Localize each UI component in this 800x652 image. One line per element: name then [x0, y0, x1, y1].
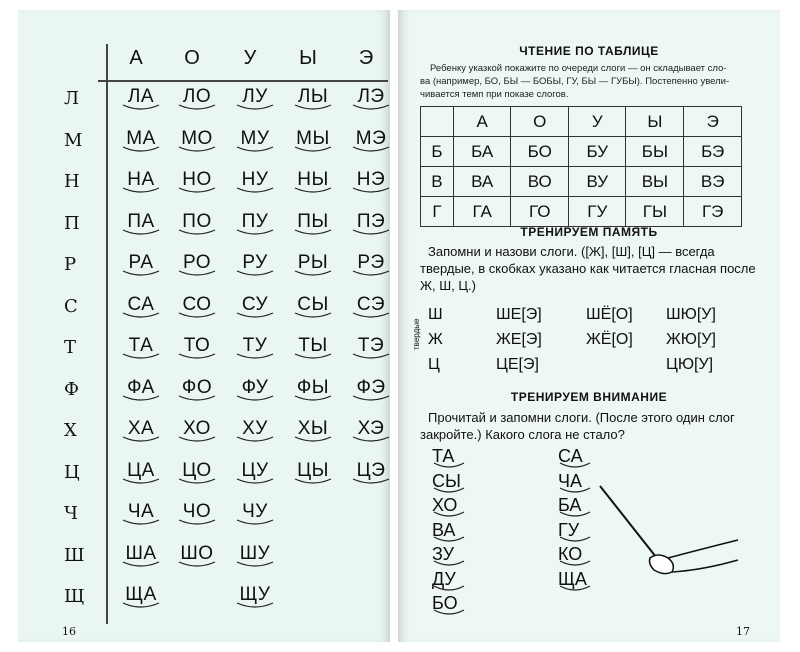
syllable-cell: [282, 128, 344, 154]
attention-syllable: [558, 446, 598, 471]
table-cell: ГА: [453, 197, 510, 227]
syllable-text: ФО: [181, 376, 213, 398]
page-number-left: 16: [62, 625, 76, 638]
hard-syllable: ЖЁ[О]: [586, 331, 633, 348]
syllable-text: ЦО: [182, 459, 212, 481]
syllable-text: СА: [127, 293, 155, 315]
memory-line-2: твердые, в скобках указано как читается гласная после: [420, 261, 756, 276]
syllable-cell: [282, 294, 344, 320]
page-number-right: 17: [736, 625, 750, 638]
syllable-text: РА: [128, 252, 154, 273]
syllable-cell: [166, 211, 228, 237]
syllable-text: ХУ: [242, 418, 268, 439]
table-cell: Б: [421, 137, 454, 167]
syllable-cell: [224, 418, 286, 444]
table-cell: ГО: [511, 197, 569, 227]
right-page: [398, 10, 780, 642]
consonant-label: Р: [64, 254, 77, 275]
syllable-cell: [166, 543, 228, 569]
hard-syllable: ШЁ[О]: [586, 306, 633, 323]
table-cell: О: [511, 107, 569, 137]
syllable-cell: [110, 128, 172, 154]
consonant-label: Х: [64, 420, 77, 441]
syllable-text: ХЫ: [297, 418, 329, 439]
vowel-header: А: [129, 47, 143, 69]
syllable-cell: [166, 501, 228, 527]
attention-syllable: [432, 593, 472, 618]
syllable-text: ПЭ: [356, 210, 386, 232]
syllable-cell: [166, 377, 228, 403]
syllable-cell: [224, 377, 286, 403]
syllable-text: ЧА: [127, 501, 155, 522]
syllable-cell: [282, 252, 344, 278]
consonant-label: М: [64, 129, 83, 151]
syllable-cell: [110, 86, 172, 112]
syllable-text: ЛЫ: [297, 86, 329, 107]
syllable-cell: [110, 335, 172, 361]
syllable-cell: [110, 501, 172, 527]
syllable-cell: [110, 377, 172, 403]
table-cell: ВЫ: [626, 167, 684, 197]
syllable-cell: [340, 335, 402, 361]
intro-line-2: ва (например, БО, БЫ — БОБЫ, ГУ, БЫ — ГУБЫ). Постепенно увели-: [420, 76, 730, 87]
consonant-label: Т: [64, 337, 77, 358]
syllable-text: ТЫ: [298, 335, 328, 356]
intro-line-1: Ребенку указкой покажите по очереди слоги — он складывает сло-: [430, 63, 727, 74]
syllable-text: ЧУ: [242, 501, 268, 522]
syllable-text: НЫ: [297, 169, 329, 190]
table-cell: БА: [453, 137, 510, 167]
syllable-text: МО: [181, 127, 213, 149]
syllable-text: СЫ: [297, 293, 329, 315]
hard-syllable: ЖЮ[У]: [666, 331, 716, 348]
syllable-cell: [340, 211, 402, 237]
table-cell: ВА: [453, 167, 510, 197]
syllable-cell: [110, 294, 172, 320]
table-cell: ВУ: [569, 167, 626, 197]
syllable-text: ХО: [183, 418, 211, 439]
syllable-text: ТА: [432, 446, 455, 466]
consonant-label: Ч: [64, 503, 78, 524]
syllable-text: ДУ: [432, 568, 456, 589]
syllable-text: ЧА: [558, 470, 583, 491]
syllable-text: ЩУ: [239, 584, 271, 605]
syllable-text: РЭ: [357, 252, 385, 273]
syllable-text: МУ: [240, 127, 270, 149]
syllable-cell: [224, 335, 286, 361]
syllable-cell: [340, 169, 402, 195]
syllable-cell: [166, 418, 228, 444]
syllable-text: ТА: [128, 335, 154, 356]
syllable-text: ТО: [183, 335, 211, 356]
syllable-text: МЭ: [355, 127, 387, 149]
syllable-cell: [110, 584, 172, 610]
attention-syllable: [432, 520, 472, 545]
syllable-cell: [224, 128, 286, 154]
syllable-cell: [166, 335, 228, 361]
syllable-text: БО: [432, 593, 458, 613]
table-header-row: [421, 107, 742, 137]
syllable-text: ФЫ: [296, 376, 330, 398]
consonant-label: С: [64, 295, 78, 317]
heading-train-attention: ТРЕНИРУЕМ ВНИМАНИЕ: [510, 390, 668, 404]
syllable-cell: [110, 543, 172, 569]
table-cell: ГУ: [569, 197, 626, 227]
syllable-cell: [282, 86, 344, 112]
consonant-label: Ш: [64, 544, 85, 566]
syllable-cell: [110, 211, 172, 237]
syllable-cell: [282, 211, 344, 237]
attention-line-1: Прочитай и запомни слоги. (После этого один слог: [428, 410, 735, 425]
attention-syllable: [432, 569, 472, 594]
table-cell: А: [453, 107, 510, 137]
hard-syllable: ЦЕ[Э]: [496, 356, 539, 373]
heading-reading-table: ЧТЕНИЕ ПО ТАБЛИЦЕ: [519, 44, 659, 58]
syllable-text: БА: [558, 495, 582, 515]
intro-line-3: чивается темп при показе слогов.: [420, 89, 569, 100]
syllable-text: РУ: [242, 252, 268, 273]
pointer-hand-illustration: [588, 480, 748, 590]
syllable-text: ТУ: [242, 335, 268, 356]
consonant-label: Ф: [64, 378, 79, 400]
syllable-cell: [166, 460, 228, 486]
syllable-text: ЧО: [182, 501, 212, 522]
syllable-text: ШО: [180, 542, 214, 564]
syllable-cell: [340, 252, 402, 278]
syllable-text: ХА: [127, 418, 155, 439]
table-cell: [421, 107, 454, 137]
syllable-text: ФА: [127, 376, 155, 398]
table-cell: ГЫ: [626, 197, 684, 227]
syllable-text: ПЫ: [297, 210, 329, 232]
syllable-cell: [224, 460, 286, 486]
syllable-cell: [224, 543, 286, 569]
left-page: [18, 10, 390, 642]
hard-syllable: ЖЕ[Э]: [496, 331, 542, 348]
table-cell: БЫ: [626, 137, 684, 167]
table-cell: БО: [511, 137, 569, 167]
syllable-cell: [282, 418, 344, 444]
syllable-text: НА: [127, 169, 155, 190]
syllable-text: ПУ: [241, 210, 269, 232]
table-cell: У: [569, 107, 626, 137]
hard-syllable: ШЮ[У]: [666, 306, 716, 323]
syllable-text: ЦУ: [241, 459, 269, 481]
attention-syllable: [432, 471, 472, 496]
syllable-column-1: [432, 446, 472, 618]
syllable-cell: [166, 294, 228, 320]
syllable-text: ЦА: [127, 459, 155, 481]
syllable-text: КО: [558, 544, 583, 564]
table-cell: В: [421, 167, 454, 197]
attention-syllable: [432, 544, 472, 569]
heading-train-memory: ТРЕНИРУЕМ ПАМЯТЬ: [520, 225, 658, 239]
hard-letter: Ш: [428, 306, 443, 323]
syllable-table: [420, 106, 742, 227]
syllable-cell: [282, 377, 344, 403]
hard-syllable: ЦЮ[У]: [666, 356, 714, 373]
syllable-text: СО: [182, 293, 212, 315]
syllable-text: ХЭ: [357, 418, 385, 439]
syllable-text: ФЭ: [356, 376, 386, 398]
syllable-text: ТЭ: [357, 335, 385, 356]
syllable-text: ЛУ: [242, 86, 268, 107]
syllable-cell: [166, 169, 228, 195]
syllable-text: ЦЫ: [297, 459, 329, 481]
hard-syllable: ШЕ[Э]: [496, 306, 542, 323]
memory-line-1: Запомни и назови слоги. ([Ж], [Ш], [Ц] — всегда: [428, 244, 715, 259]
syllable-cell: [340, 418, 402, 444]
syllable-text: ПО: [182, 210, 212, 232]
table-cell: БЭ: [684, 137, 742, 167]
syllable-text: СУ: [241, 293, 269, 315]
table-cell: ВО: [511, 167, 569, 197]
syllable-cell: [166, 86, 228, 112]
syllable-cell: [340, 294, 402, 320]
syllable-text: ХО: [432, 495, 458, 515]
table-cell: ВЭ: [684, 167, 742, 197]
syllable-text: ЦЭ: [356, 459, 386, 481]
hard-letter: Ц: [428, 356, 440, 373]
syllable-cell: [224, 294, 286, 320]
syllable-text: ВА: [432, 519, 456, 540]
hard-letter: Ж: [428, 331, 443, 348]
syllable-cell: [282, 460, 344, 486]
consonant-label: П: [64, 212, 80, 234]
vowel-header: У: [243, 47, 257, 69]
syllable-text: СЭ: [356, 293, 386, 315]
vowel-header: Э: [358, 47, 374, 69]
syllable-text: РЫ: [297, 252, 329, 273]
table-cell: Э: [684, 107, 742, 137]
table-row: [421, 167, 742, 197]
syllable-text: МЫ: [296, 127, 330, 149]
table-row: [421, 197, 742, 227]
syllable-text: ЩА: [125, 584, 157, 605]
table-row: [421, 137, 742, 167]
table-vertical-divider: [106, 44, 108, 624]
syllable-text: НО: [182, 169, 212, 190]
syllable-cell: [340, 460, 402, 486]
syllable-cell: [166, 252, 228, 278]
syllable-text: ЗУ: [432, 544, 455, 564]
table-cell: ГЭ: [684, 197, 742, 227]
vowel-header: О: [184, 47, 200, 69]
consonant-label: Н: [64, 171, 80, 192]
syllable-cell: [166, 128, 228, 154]
syllable-text: МА: [126, 127, 156, 149]
syllable-text: ПА: [127, 210, 155, 232]
attention-line-2: закройте.) Какого слога не стало?: [420, 427, 625, 442]
syllable-cell: [224, 211, 286, 237]
syllable-text: ЛА: [127, 86, 155, 107]
syllable-text: СЫ: [432, 470, 461, 491]
table-cell: Г: [421, 197, 454, 227]
syllable-cell: [110, 460, 172, 486]
syllable-cell: [224, 252, 286, 278]
syllable-text: НЭ: [356, 169, 386, 190]
syllable-text: ЩА: [558, 568, 587, 589]
memory-line-3: Ж, Ш, Ц.): [420, 278, 476, 293]
syllable-cell: [224, 501, 286, 527]
syllable-text: ФУ: [241, 376, 269, 398]
attention-syllable: [432, 446, 472, 471]
syllable-text: ШУ: [239, 542, 271, 564]
syllable-text: ГУ: [558, 519, 580, 540]
table-cell: БУ: [569, 137, 626, 167]
vowel-header: Ы: [299, 47, 317, 69]
syllable-text: ЛЭ: [357, 86, 385, 107]
syllable-cell: [224, 584, 286, 610]
hard-label: твердые: [412, 318, 421, 350]
syllable-cell: [282, 335, 344, 361]
table-cell: Ы: [626, 107, 684, 137]
syllable-cell: [340, 377, 402, 403]
syllable-text: СА: [558, 446, 583, 466]
syllable-cell: [340, 86, 402, 112]
consonant-label: Ц: [64, 461, 80, 483]
syllable-cell: [110, 169, 172, 195]
syllable-text: ЛО: [182, 86, 212, 107]
table-horizontal-divider: [98, 80, 388, 82]
syllable-cell: [110, 418, 172, 444]
syllable-text: НУ: [241, 169, 269, 190]
syllable-cell: [282, 169, 344, 195]
syllable-cell: [110, 252, 172, 278]
syllable-cell: [340, 128, 402, 154]
syllable-text: РО: [182, 252, 212, 273]
syllable-cell: [224, 169, 286, 195]
consonant-label: Щ: [64, 586, 85, 607]
syllable-cell: [224, 86, 286, 112]
attention-syllable: [432, 495, 472, 520]
syllable-text: ША: [125, 542, 157, 564]
consonant-label: Л: [64, 88, 80, 109]
